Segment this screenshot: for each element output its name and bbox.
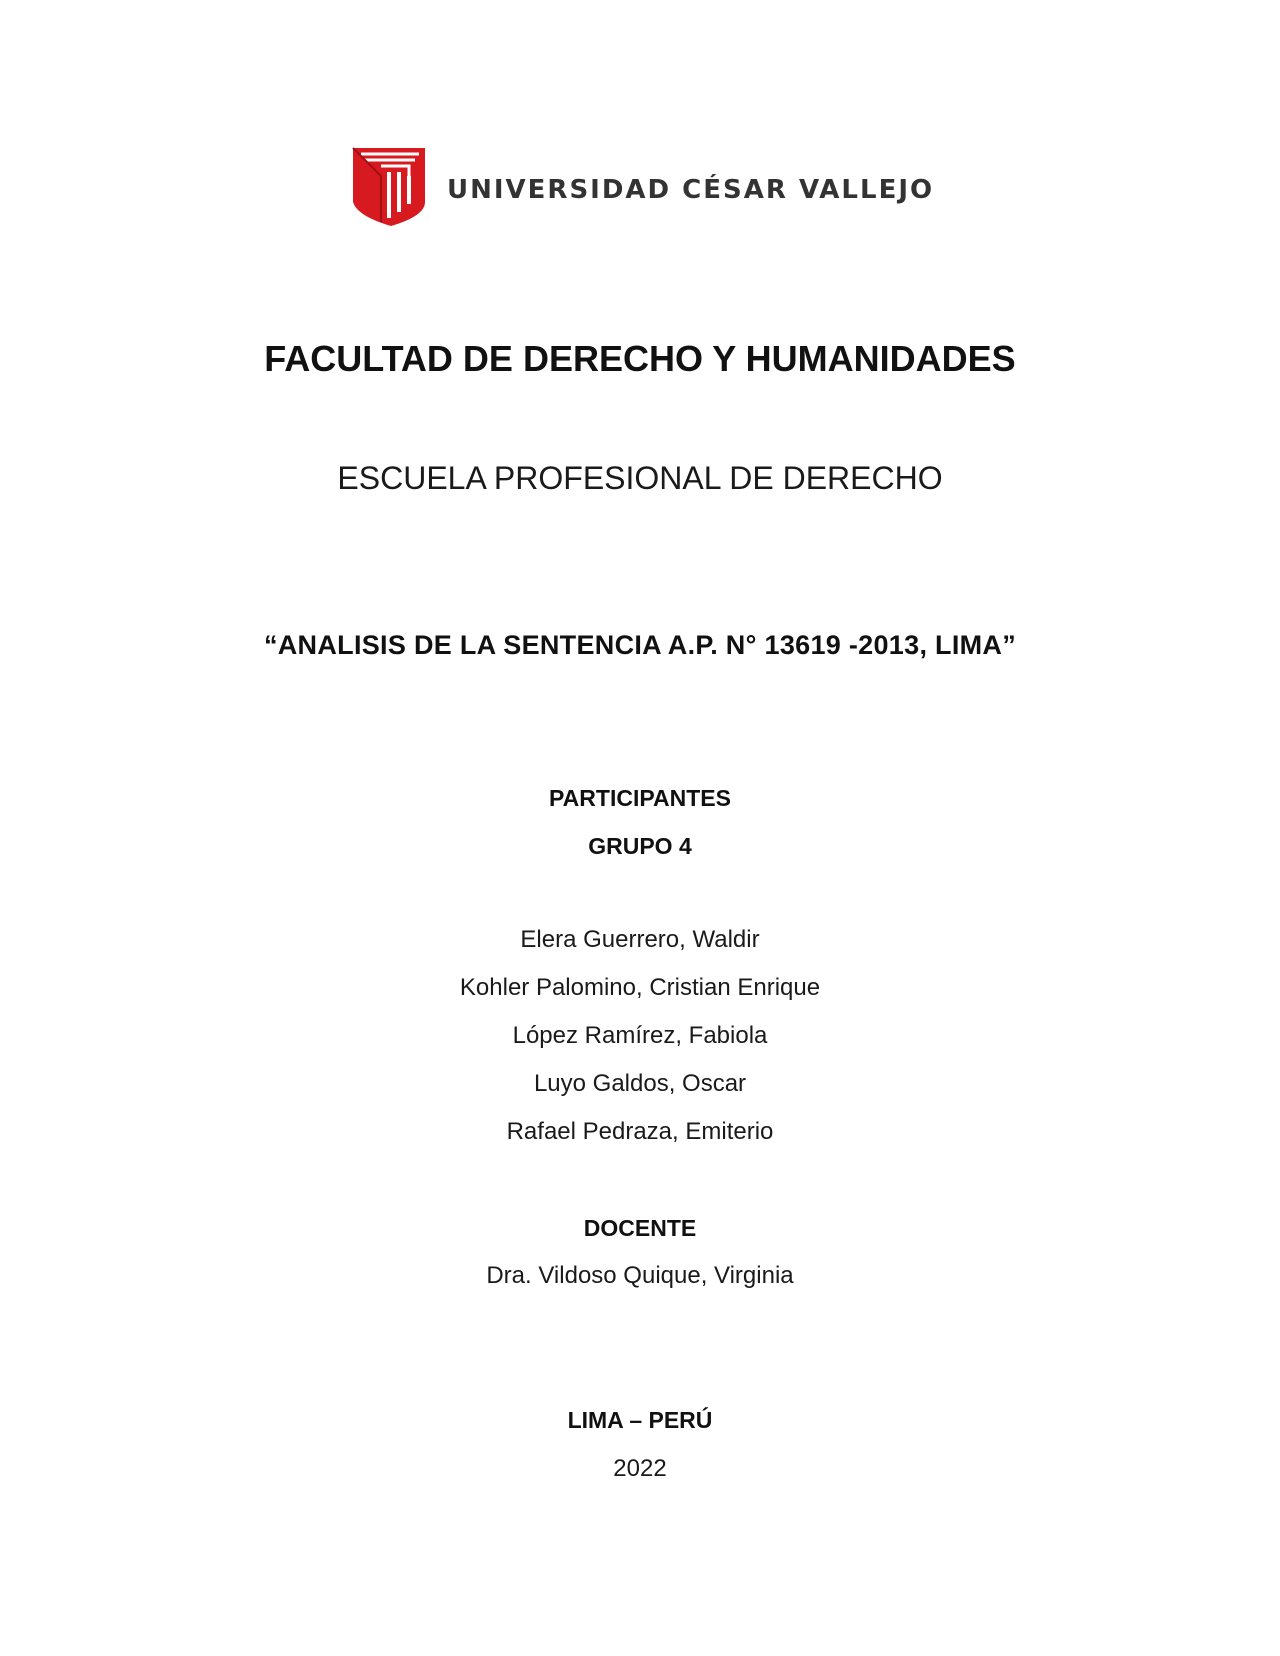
university-name: UNIVERSIDAD CÉSAR VALLEJO [447,175,935,205]
participants-heading: PARTICIPANTES [549,785,731,811]
university-logo [351,146,934,228]
ucv-shield-icon [351,146,427,228]
participant-name: Luyo Galdos, Oscar [533,1070,747,1097]
participant-name: Kohler Palomino, Cristian Enrique [459,974,821,1001]
docente-name: Dra. Vildoso Quique, Virginia [486,1262,794,1289]
document-title: “ANALISIS DE LA SENTENCIA A.P. N° 13619 -2013, LIMA” [263,630,1017,660]
year-label: 2022 [613,1455,667,1482]
group-label: GRUPO 4 [588,833,692,859]
faculty-heading: FACULTAD DE DERECHO Y HUMANIDADES [264,338,1016,379]
participant-name: Rafael Pedraza, Emiterio [506,1118,774,1145]
participant-name: Elera Guerrero, Waldir [520,926,760,953]
participant-name: López Ramírez, Fabiola [512,1022,768,1049]
place-label: LIMA – PERÚ [567,1407,713,1433]
docente-heading: DOCENTE [583,1215,697,1241]
school-heading: ESCUELA PROFESIONAL DE DERECHO [337,460,943,496]
participants-list [0,924,1280,1164]
